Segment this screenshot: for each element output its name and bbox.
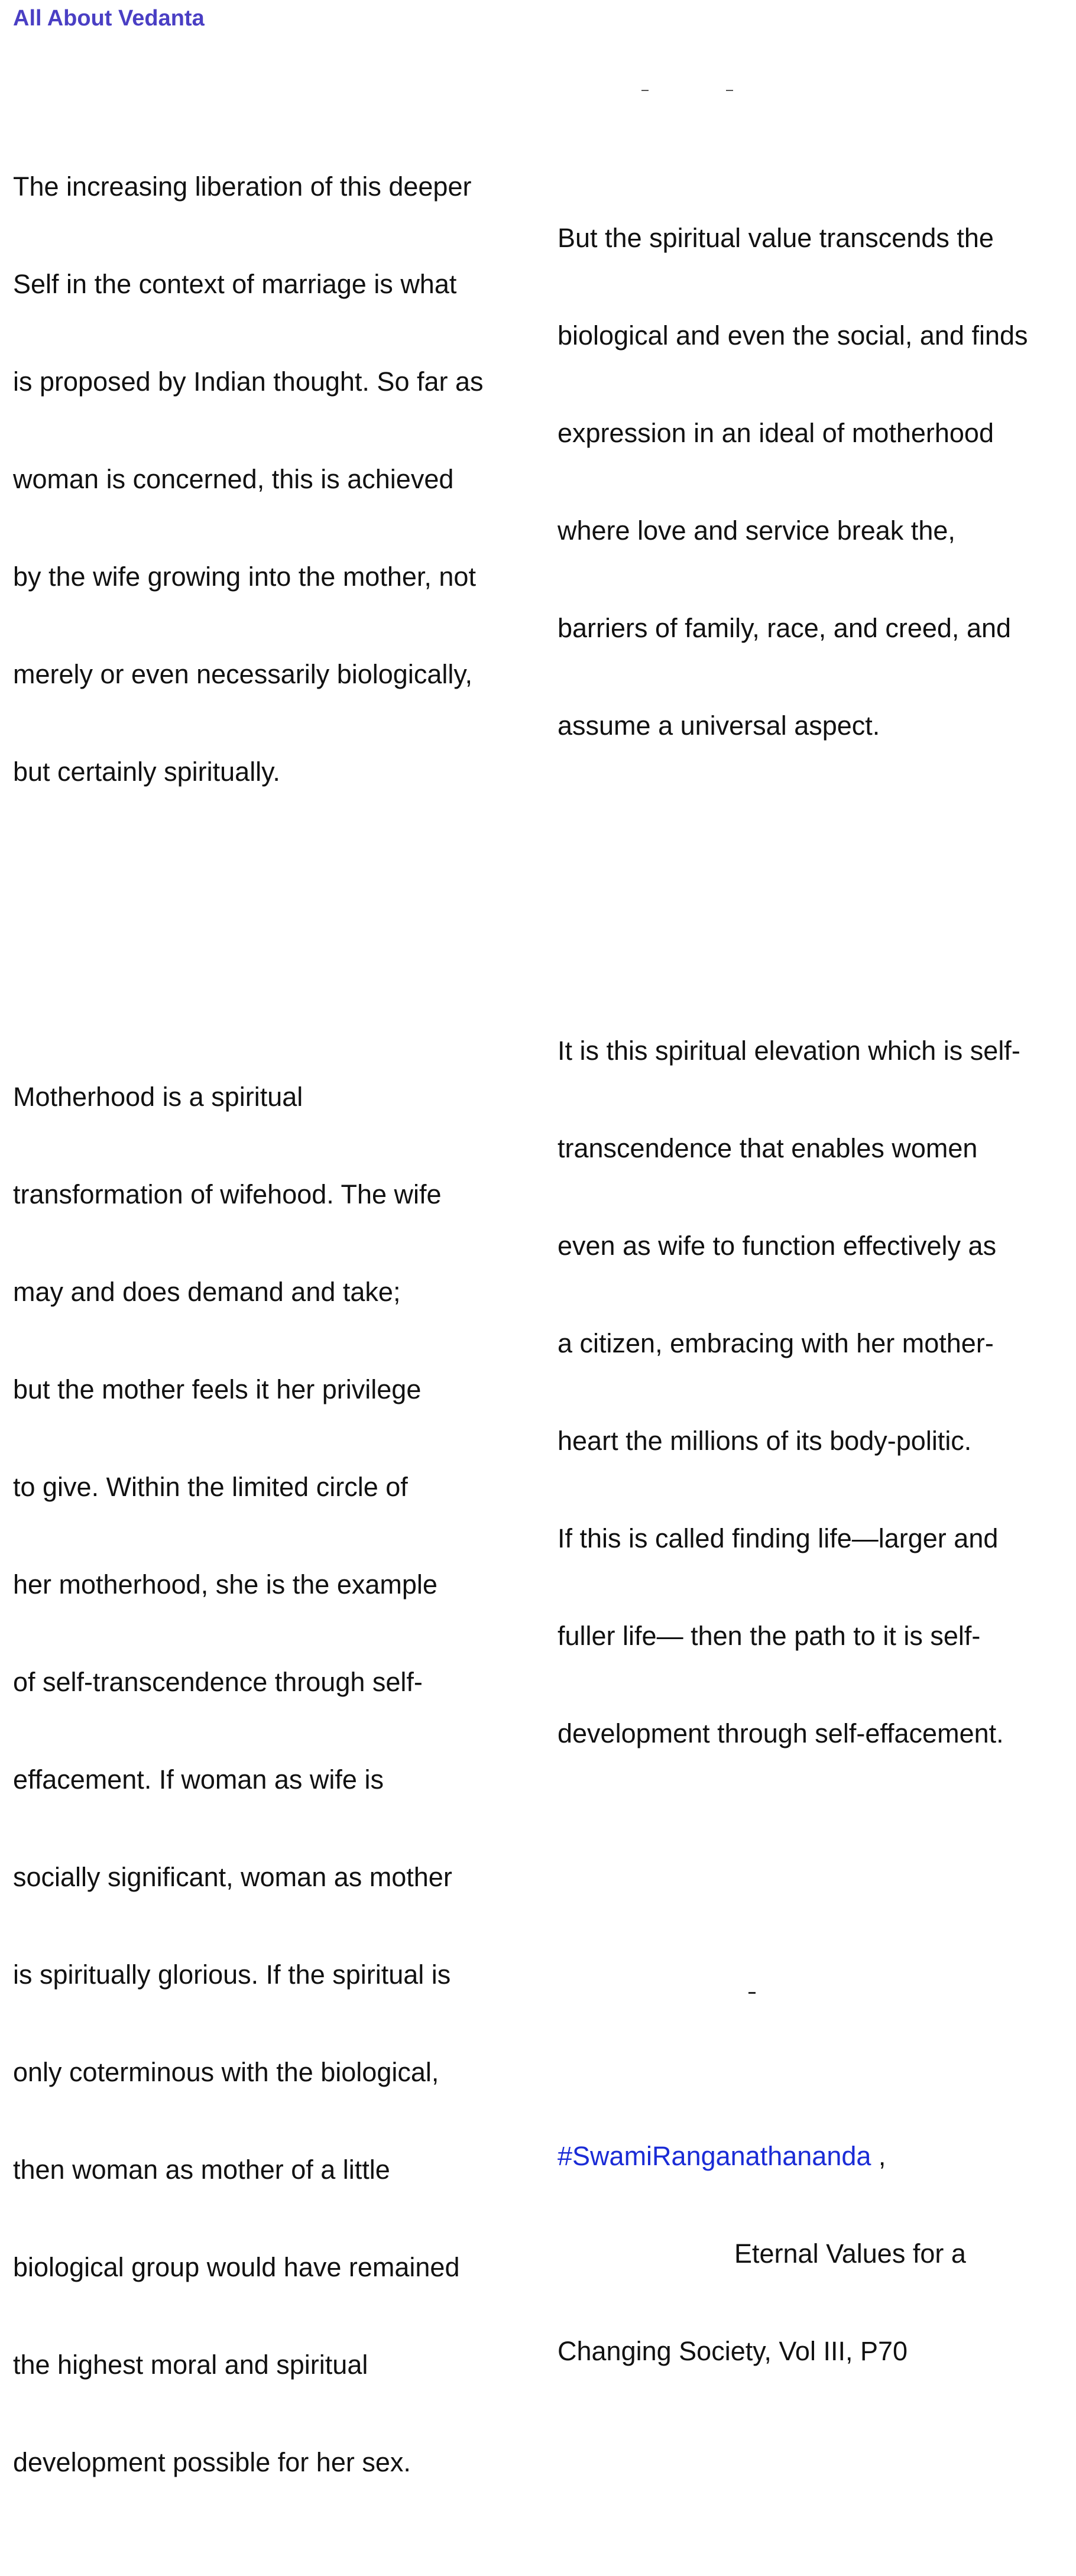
text-line: heart the millions of its body-politic. xyxy=(558,1426,972,1456)
paragraph-gap xyxy=(558,872,1066,904)
dash-mark xyxy=(748,1992,756,1994)
text-line: barriers of family, race, and creed, and xyxy=(558,613,1012,643)
text-line: where love and service break the, xyxy=(558,515,955,546)
text-line: but the mother feels it her privilege xyxy=(13,1374,422,1404)
stray-mark xyxy=(726,90,733,91)
text-line: may and does demand and take; xyxy=(13,1277,401,1307)
text-line: to give. Within the limited circle of xyxy=(13,1472,408,1502)
text-line: effacement. If woman as wife is xyxy=(13,1764,384,1795)
text-line: development through self-effacement. xyxy=(558,1718,1004,1748)
source-line: Changing Society, Vol III, P70 xyxy=(558,2336,908,2366)
text-line: her motherhood, she is the example xyxy=(13,1569,437,1600)
text-line: is spiritually glorious. If the spiritual is xyxy=(13,1959,451,1990)
text-line: socially significant, woman as mother xyxy=(13,1862,452,1892)
attribution xyxy=(558,2075,1066,2432)
text-line: woman is concerned, this is achieved xyxy=(13,464,454,494)
text-line: Self in the context of marriage is what xyxy=(13,269,457,299)
text-line: a citizen, embracing with her mother- xyxy=(558,1328,994,1358)
text-line: transcendence that enables women xyxy=(558,1133,978,1163)
dash-separator xyxy=(558,1977,1066,2010)
stray-mark xyxy=(641,90,649,91)
post-text-right-column xyxy=(558,92,1066,2366)
paragraph-gap xyxy=(558,1880,1066,1912)
text-line: of self-transcendence through self- xyxy=(13,1667,423,1697)
attribution-line xyxy=(558,2140,1066,2172)
text-line: by the wife growing into the mother, not xyxy=(13,562,476,592)
post-text-left-column xyxy=(13,40,533,2477)
text-line: biological group would have remained xyxy=(13,2252,460,2282)
text-line: transformation of wifehood. The wife xyxy=(13,1179,442,1209)
channel-title[interactable]: All About Vedanta xyxy=(13,6,205,31)
paragraph-gap xyxy=(13,918,533,950)
source-line: Eternal Values for a xyxy=(734,2238,966,2269)
text-line: It is this spiritual elevation which is self- xyxy=(558,1036,1020,1066)
text-line: biological and even the social, and finds xyxy=(558,320,1028,351)
text-line: but certainly spiritually. xyxy=(13,757,280,787)
paragraph-elevation xyxy=(558,969,1066,1815)
text-line: assume a universal aspect. xyxy=(558,710,880,741)
text-line: only coterminous with the biological, xyxy=(13,2057,439,2087)
paragraph-spiritual-value xyxy=(558,157,1066,807)
text-line: expression in an ideal of motherhood xyxy=(558,418,994,448)
text-line: the highest moral and spiritual xyxy=(13,2350,368,2380)
text-line: If this is called finding life—larger and xyxy=(558,1523,999,1553)
text-line: merely or even necessarily biologically, xyxy=(13,659,472,689)
text-line: development possible for her sex. xyxy=(13,2447,411,2477)
paragraph-marriage xyxy=(13,105,533,853)
attribution-comma: , xyxy=(871,2141,886,2171)
text-line: The increasing liberation of this deeper xyxy=(13,171,472,202)
text-line: then woman as mother of a little xyxy=(13,2155,390,2185)
text-line: fuller life— then the path to it is self- xyxy=(558,1621,981,1651)
text-line: even as wife to function effectively as xyxy=(558,1231,997,1261)
text-line: Motherhood is a spiritual xyxy=(13,1082,303,1112)
text-line: But the spiritual value transcends the xyxy=(558,223,994,253)
paragraph-motherhood xyxy=(13,1016,533,2543)
author-hashtag-link[interactable]: #SwamiRanganathananda xyxy=(558,2141,871,2171)
text-line: is proposed by Indian thought. So far as xyxy=(13,366,484,397)
